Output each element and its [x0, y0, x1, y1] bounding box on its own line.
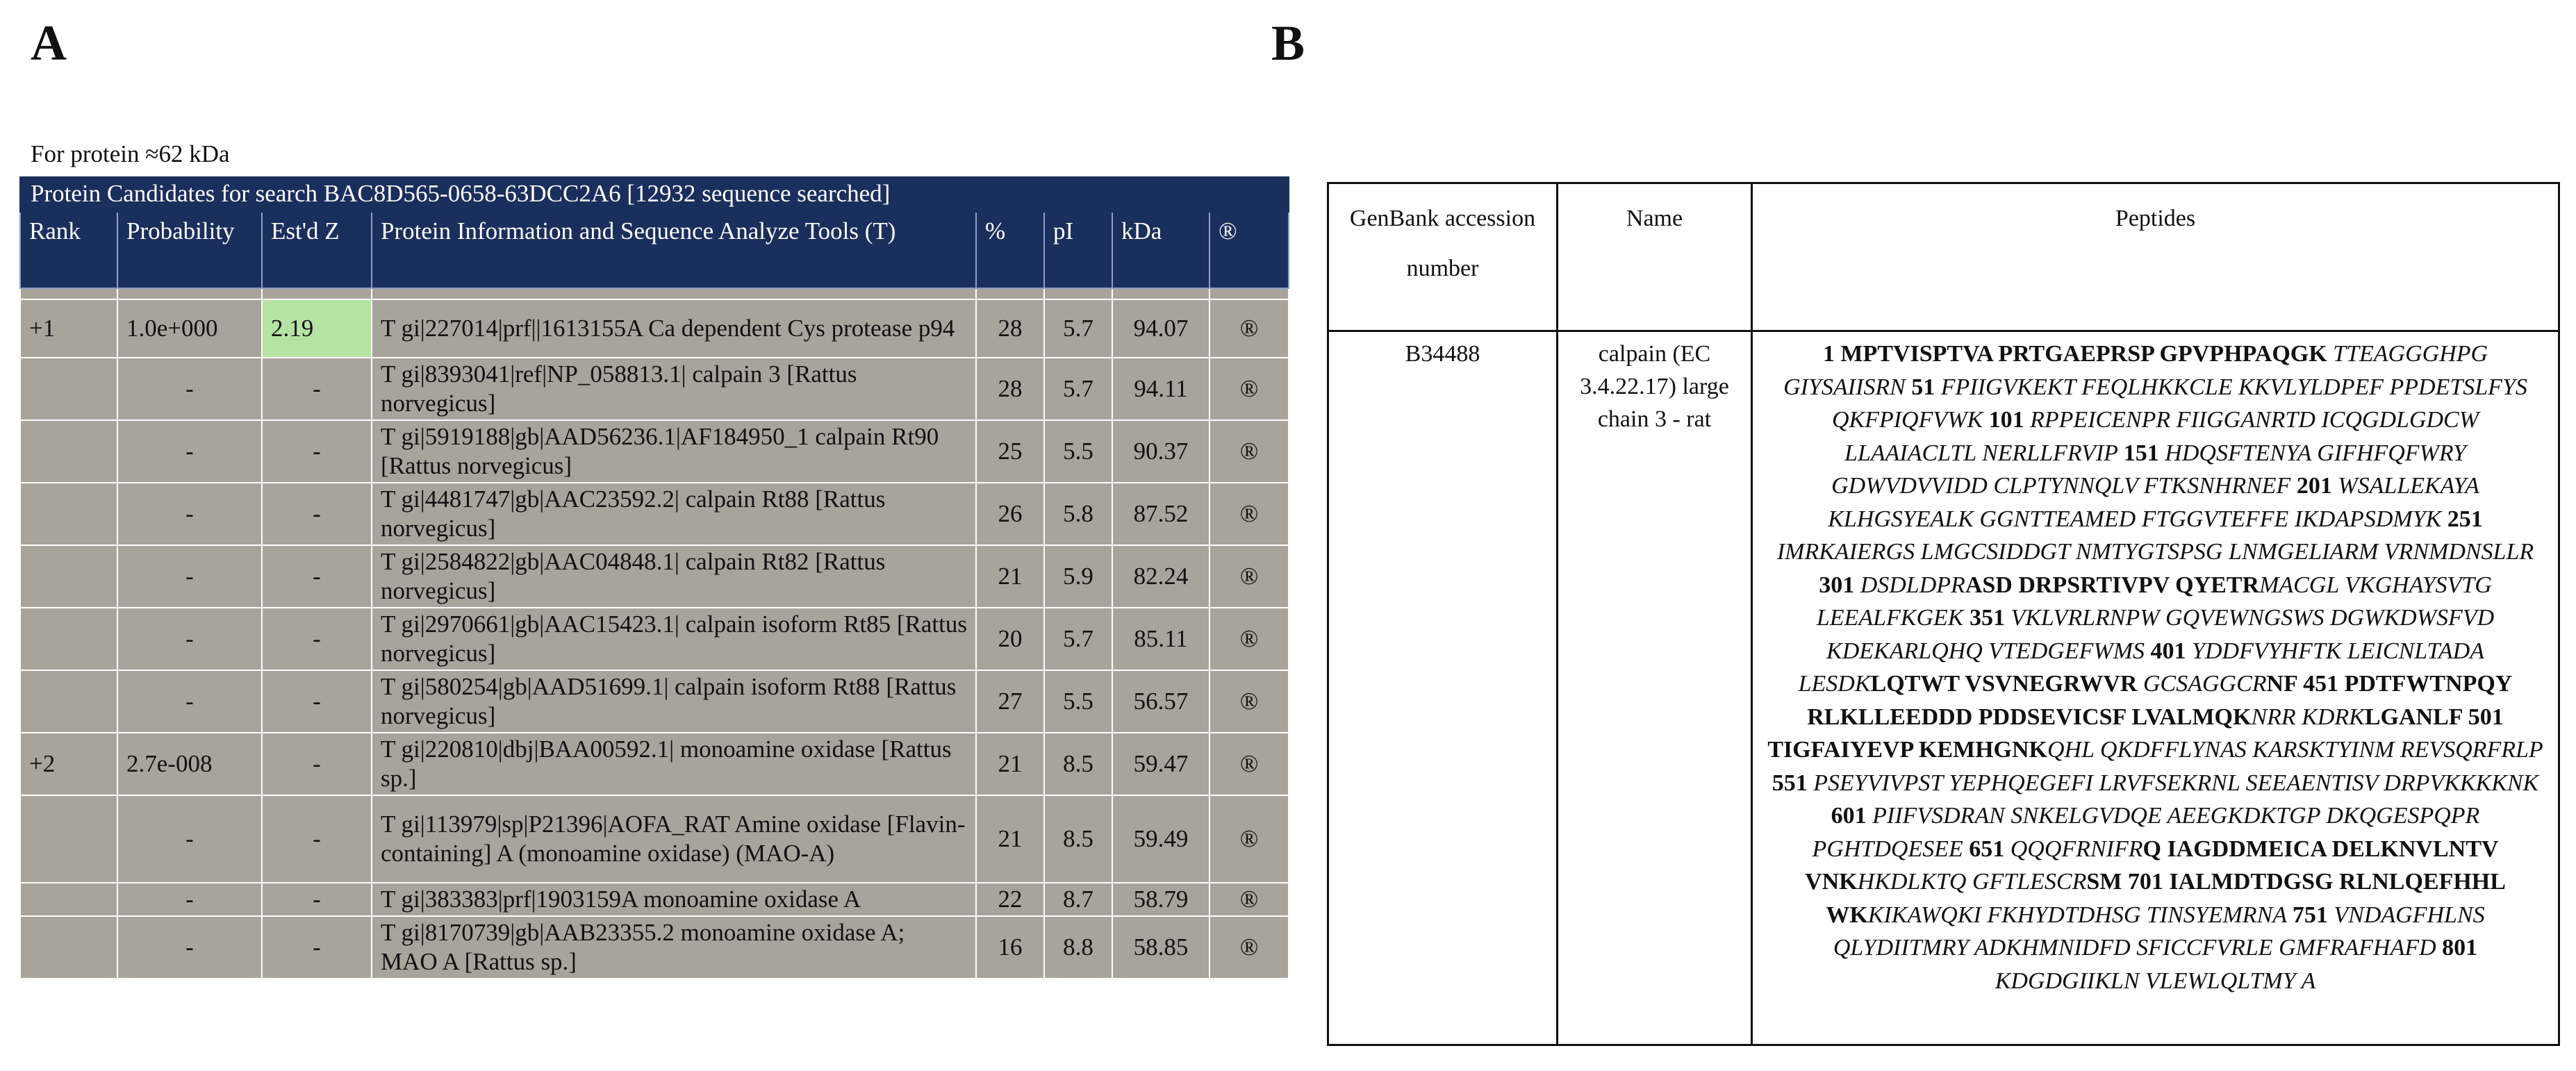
rank-cell: +1	[20, 299, 117, 358]
protein-info-cell[interactable]: T gi|383383|prf|1903159A monoamine oxidase A	[372, 883, 976, 916]
protein-info-cell[interactable]: T gi|5919188|gb|AAD56236.1|AF184950_1 calpain Rt90 [Rattus norvegicus]	[372, 420, 976, 483]
protein-info-cell[interactable]: T gi|113979|sp|P21396|AOFA_RAT Amine oxidase [Flavin-containing] A (monoamine oxidase) (MAO-A)	[372, 795, 976, 883]
col-header-probability: Probability	[117, 212, 262, 288]
protein-size-note: For protein ≈62 kDa	[31, 140, 230, 167]
panel-label-b: B	[1271, 15, 1305, 71]
percent-cell: 28	[976, 358, 1044, 420]
col-header-tools: ®	[1209, 212, 1289, 288]
peptide-segment-matched: SM 701 IALMDTDGSG RLNLQEFHHL WK	[1826, 869, 2506, 928]
table-row	[20, 545, 1289, 608]
probability-cell: -	[117, 545, 262, 608]
probability-cell: -	[117, 916, 262, 979]
pi-cell: 5.8	[1044, 483, 1112, 545]
tools-cell[interactable]: ®	[1209, 420, 1289, 483]
percent-cell: 26	[976, 483, 1044, 545]
peptide-segment-matched: 51	[1911, 374, 1941, 400]
estd-z-cell: -	[262, 545, 372, 608]
table-row	[20, 608, 1289, 670]
peptide-segment-matched: 1 MPTVISPTVA PRTGAEPRSP GPVPHPAQGK	[1822, 341, 2334, 367]
table-row	[20, 670, 1289, 733]
genbank-header-row	[1328, 183, 2559, 331]
estd-z-cell: -	[262, 608, 372, 670]
rank-cell	[20, 883, 117, 916]
kda-cell: 59.49	[1112, 795, 1209, 883]
peptide-segment: KDGDGIIKLN VLEWLQLTMY A	[1995, 968, 2316, 994]
probability-cell: -	[117, 883, 262, 916]
estd-z-cell: -	[262, 883, 372, 916]
percent-cell: 22	[976, 883, 1044, 916]
percent-cell: 21	[976, 733, 1044, 795]
kda-cell: 87.52	[1112, 483, 1209, 545]
rank-cell	[20, 358, 117, 420]
rank-cell	[20, 670, 117, 733]
peptide-segment-matched: 601	[1831, 803, 1873, 829]
peptide-segment: MACGL VKGHAYSVTG LEEALFKGEK	[1816, 572, 2492, 631]
protein-info-cell[interactable]: T gi|8393041|ref|NP_058813.1| calpain 3 [Rattus norvegicus]	[372, 358, 976, 420]
tools-cell[interactable]: ®	[1209, 358, 1289, 420]
peptide-sequence	[1752, 331, 2559, 1045]
pi-cell: 5.7	[1044, 608, 1112, 670]
rank-cell	[20, 483, 117, 545]
peptide-segment: WSALLEKAYA KLHGSYEALK GGNTTEAMED FTGGVTEFFE IKDAPSDMYK	[1828, 473, 2479, 532]
peptide-segment: PIIFVSDRAN SNKELGVDQE AEEGKDKTGP DKQGESPQPR PGHTDQESEE	[1812, 803, 2480, 862]
genbank-data-row	[1328, 331, 2559, 1045]
tools-cell[interactable]: ®	[1209, 733, 1289, 795]
rank-cell	[20, 795, 117, 883]
protein-info-cell[interactable]: T gi|8170739|gb|AAB23355.2 monoamine oxidase A; MAO A [Rattus sp.]	[372, 916, 976, 979]
peptide-segment-matched: LGANLF 501 TIGFAIYEVP KEMHGNK	[1767, 704, 2504, 763]
col-header-protein-info: Protein Information and Sequence Analyze Tools (T)	[372, 212, 976, 288]
table-row	[20, 883, 1289, 916]
percent-cell: 20	[976, 608, 1044, 670]
tools-cell[interactable]: ®	[1209, 483, 1289, 545]
pi-cell: 5.7	[1044, 299, 1112, 358]
peptide-segment: PSEYVIVPST YEPHQEGEFI LRVFSEKRNL SEEAENTISV DRPVKKKKNK	[1813, 770, 2539, 796]
peptide-segment: KIKAWQKI FKHYDTDHSG TINSYEMRNA	[1867, 902, 2293, 928]
pi-cell: 5.5	[1044, 420, 1112, 483]
estd-z-cell: -	[262, 795, 372, 883]
kda-cell: 82.24	[1112, 545, 1209, 608]
protein-name: calpain (EC 3.4.22.17) large chain 3 - rat	[1558, 331, 1752, 1045]
panel-label-a: A	[31, 15, 67, 71]
estd-z-cell: -	[262, 483, 372, 545]
estd-z-cell: 2.19	[262, 299, 372, 358]
peptide-segment-matched: 151	[2123, 440, 2165, 466]
protein-info-cell[interactable]: T gi|4481747|gb|AAC23592.2| calpain Rt88 [Rattus norvegicus]	[372, 483, 976, 545]
percent-cell: 28	[976, 299, 1044, 358]
rank-cell	[20, 608, 117, 670]
protein-info-cell[interactable]: T gi|2584822|gb|AAC04848.1| calpain Rt82 [Rattus norvegicus]	[372, 545, 976, 608]
rank-cell: +2	[20, 733, 117, 795]
col-header-pi: pI	[1044, 212, 1112, 288]
percent-cell: 21	[976, 795, 1044, 883]
peptide-segment-matched: LQTWT VSVNEGRWVR	[1870, 671, 2143, 697]
peptide-segment-matched: 551	[1772, 770, 1814, 796]
rank-cell	[20, 545, 117, 608]
table-row	[20, 420, 1289, 483]
kda-cell: 56.57	[1112, 670, 1209, 733]
table-body	[20, 299, 1289, 979]
peptide-segment: RPPEICENPR FIIGGANRTD ICQGDLGDCW LLAAIACLTL NERLLFRVIP	[1844, 407, 2479, 466]
pi-cell: 8.5	[1044, 795, 1112, 883]
pi-cell: 5.9	[1044, 545, 1112, 608]
col-header-percent: %	[976, 212, 1044, 288]
table-row	[20, 358, 1289, 420]
pi-cell: 5.7	[1044, 358, 1112, 420]
peptide-segment: QQQFRNIFR	[2010, 836, 2143, 862]
peptide-segment-matched: 101	[1988, 407, 2031, 433]
probability-cell: -	[117, 608, 262, 670]
probability-cell: 2.7e-008	[117, 733, 262, 795]
peptide-segment-matched: 751	[2292, 902, 2334, 928]
percent-cell: 21	[976, 545, 1044, 608]
peptide-segment-matched: 351	[1969, 605, 2011, 631]
peptide-segment: GCSAGGCR	[2142, 671, 2267, 697]
pi-cell: 8.8	[1044, 916, 1112, 979]
tools-cell[interactable]: ®	[1209, 299, 1289, 358]
tools-cell[interactable]: ®	[1209, 608, 1289, 670]
protein-info-cell[interactable]: T gi|220810|dbj|BAA00592.1| monoamine oxidase [Rattus sp.]	[372, 733, 976, 795]
pi-cell: 5.5	[1044, 670, 1112, 733]
peptide-segment: IMRKAIERGS LMGCSIDDGT NMTYGTSPSG LNMGELIARM VRNMDNSLLR	[1776, 539, 2534, 565]
probability-cell: -	[117, 358, 262, 420]
kda-cell: 85.11	[1112, 608, 1209, 670]
table-row	[20, 733, 1289, 795]
estd-z-cell: -	[262, 420, 372, 483]
probability-cell: 1.0e+000	[117, 299, 262, 358]
table-header-row	[20, 212, 1289, 288]
peptide-segment-matched: 401	[2150, 638, 2193, 664]
peptide-segment-matched: ASD DRPSRTIVPV QYETR	[1965, 572, 2260, 598]
accession-number: B34488	[1328, 331, 1558, 1045]
col-header-kda: kDa	[1112, 212, 1209, 288]
peptide-segment-matched: 201	[2296, 473, 2338, 499]
rank-cell	[20, 420, 117, 483]
pi-cell: 8.5	[1044, 733, 1112, 795]
kda-cell: 58.79	[1112, 883, 1209, 916]
col-header-accession: GenBank accession number	[1328, 183, 1558, 331]
estd-z-cell: -	[262, 358, 372, 420]
kda-cell: 90.37	[1112, 420, 1209, 483]
col-header-estd-z: Est'd Z	[262, 212, 372, 288]
peptide-segment: YDDFVYHFTK LEICNLTADA LESDK	[1798, 638, 2484, 697]
peptide-segment: DSDLDPR	[1860, 572, 1965, 598]
estd-z-cell: -	[262, 733, 372, 795]
percent-cell: 25	[976, 420, 1044, 483]
kda-cell: 59.47	[1112, 733, 1209, 795]
peptide-segment-matched: 251	[2447, 506, 2483, 532]
peptide-segment: VKLVRLRNPW GQVEWNGSWS DGWKDWSFVD KDEKARLQHQ VTEDGEFWMS	[1826, 605, 2495, 664]
probability-cell: -	[117, 483, 262, 545]
kda-cell: 94.11	[1112, 358, 1209, 420]
peptide-segment: HKDLKTQ GFTLESCR	[1857, 869, 2087, 895]
peptide-segment-matched: Q IAGDDMEICA DELKNVLNTV VNK	[1805, 836, 2499, 895]
probability-cell: -	[117, 795, 262, 883]
tools-cell[interactable]: ®	[1209, 883, 1289, 916]
table-row	[20, 795, 1289, 883]
kda-cell: 58.85	[1112, 916, 1209, 979]
estd-z-cell: -	[262, 670, 372, 733]
peptide-segment: FPIIGVKEKT FEQLHKKCLE KKVLYLDPEF PPDETSLFYS QKFPIQFVWK	[1831, 374, 2527, 433]
peptide-segment: NRR KDRK	[2251, 704, 2365, 730]
percent-cell: 16	[976, 916, 1044, 979]
col-header-peptides: Peptides	[1752, 183, 2559, 331]
tools-cell[interactable]: ®	[1209, 795, 1289, 883]
estd-z-cell: -	[262, 916, 372, 979]
table-title: Protein Candidates for search BAC8D565-0658-63DCC2A6 [12932 sequence searched]	[20, 177, 1289, 212]
protein-candidates-table	[19, 176, 1289, 979]
peptide-segment: TTEAGGGHPG GIYSAIISRN	[1783, 341, 2488, 400]
peptide-segment: VNDAGFHLNS QLYDIITMRY ADKHMNIDFD SFICCFVRLE GMFRAFHAFD	[1833, 902, 2485, 961]
peptide-segment: QHL QKDFFLYNAS KARSKTYINM REVSQRFRLP	[2047, 737, 2543, 763]
col-header-name: Name	[1558, 183, 1752, 331]
peptide-segment-matched: 651	[1969, 836, 2011, 862]
col-header-rank: Rank	[20, 212, 117, 288]
protein-info-cell[interactable]: T gi|227014|prf||1613155A Ca dependent Cys protease p94	[372, 299, 976, 358]
probability-cell: -	[117, 420, 262, 483]
table-row	[20, 916, 1289, 979]
protein-info-cell[interactable]: T gi|2970661|gb|AAC15423.1| calpain isoform Rt85 [Rattus norvegicus]	[372, 608, 976, 670]
protein-info-cell[interactable]: T gi|580254|gb|AAD51699.1| calpain isoform Rt88 [Rattus norvegicus]	[372, 670, 976, 733]
peptide-segment-matched: NF 451 PDTFWTNPQY RLKLLEEDDD PDDSEVICSF LVALMQK	[1807, 671, 2513, 730]
tools-cell[interactable]: ®	[1209, 670, 1289, 733]
table-row	[20, 483, 1289, 545]
table-spacer-row	[20, 288, 1289, 299]
percent-cell: 27	[976, 670, 1044, 733]
genbank-peptide-table	[1327, 182, 2560, 1046]
probability-cell: -	[117, 670, 262, 733]
kda-cell: 94.07	[1112, 299, 1209, 358]
pi-cell: 8.7	[1044, 883, 1112, 916]
table-row	[20, 299, 1289, 358]
tools-cell[interactable]: ®	[1209, 916, 1289, 979]
tools-cell[interactable]: ®	[1209, 545, 1289, 608]
rank-cell	[20, 916, 117, 979]
peptide-segment: HDQSFTENYA GIFHFQFWRY GDWVDVVIDD CLPTYNNQLV FTKSNHRNEF	[1831, 440, 2466, 499]
peptide-segment-matched: 301	[1819, 572, 1860, 598]
peptide-segment-matched: 801	[2442, 935, 2478, 961]
